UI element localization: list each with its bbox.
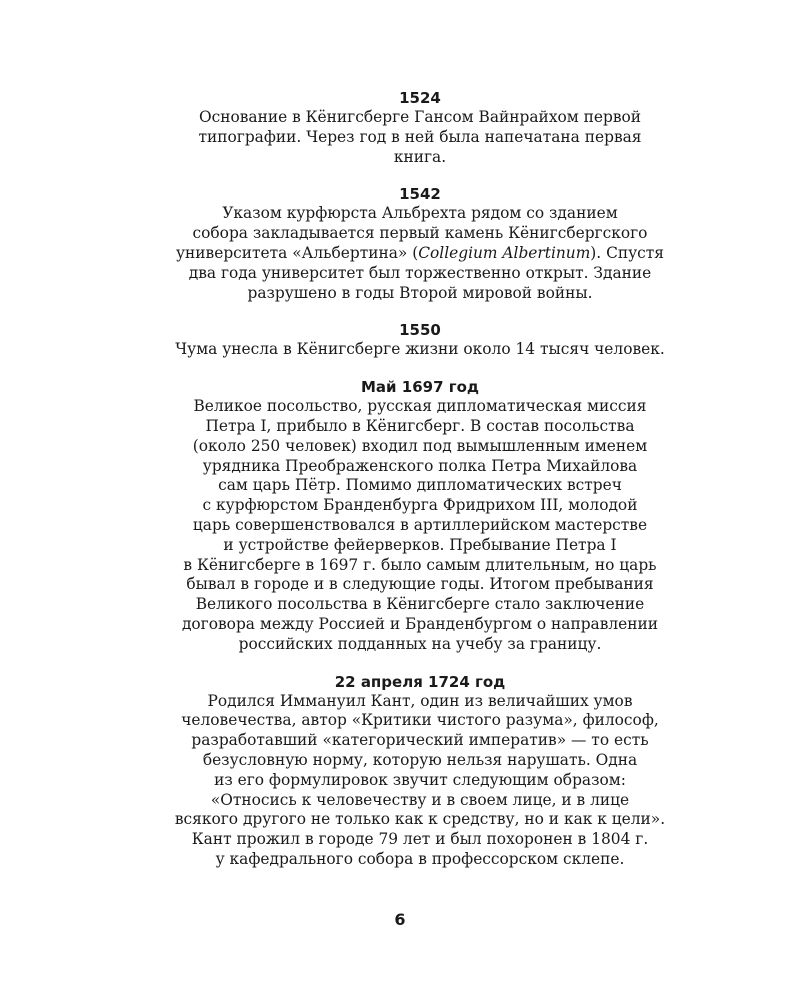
- text-line: с курфюрстом Бранденбурга Фридрихом III, молодой: [202, 496, 638, 515]
- text-line: и устройстве фейерверков. Пребывание Петра I: [223, 535, 617, 554]
- text-line: всякого другого не только как к средству, но и как к цели».: [174, 810, 666, 829]
- entry-text: [100, 692, 740, 870]
- latin-name: Collegium Albertinum: [418, 243, 591, 262]
- text-line: «Относись к человечеству и в своем лице, и в лице: [210, 790, 630, 809]
- text-line: два года университет был торжественно открыт. Здание: [188, 263, 652, 282]
- text-line: собора закладывается первый камень Кёнигсбергского: [192, 224, 648, 243]
- text-line: в Кёнигсберге в 1697 г. было самым длительным, но царь: [183, 555, 657, 574]
- text-line: урядника Преображенского полка Петра Михайлова: [202, 456, 638, 475]
- chronology-entry: [100, 320, 740, 360]
- entry-date-heading: 1550: [399, 321, 441, 340]
- text-line: Кант прожил в городе 79 лет и был похоронен в 1804 г.: [191, 830, 649, 849]
- entry-text: [100, 204, 740, 303]
- text-line: Родился Иммануил Кант, один из величайших умов: [207, 691, 633, 710]
- entry-text: [100, 340, 740, 360]
- page-content: [100, 88, 740, 887]
- text-line: бывал в городе и в следующие годы. Итогом пребывания: [186, 575, 654, 594]
- text-line: типографии. Через год в ней была напечатана первая: [198, 127, 642, 146]
- entry-date-heading: 1542: [399, 185, 441, 204]
- text-line: у кафедрального собора в профессорском склепе.: [215, 849, 625, 868]
- text-line: разработавший «категорический императив» — то есть: [191, 731, 649, 750]
- text-line: договора между Россией и Бранденбургом о направлении: [181, 614, 659, 633]
- entry-text: [100, 397, 740, 654]
- text-line: разрушено в годы Второй мировой войны.: [247, 283, 593, 302]
- chronology-entry: [100, 184, 740, 303]
- chronology-entry: [100, 377, 740, 654]
- entry-text: [100, 108, 740, 167]
- text-line: Чума унесла в Кёнигсберге жизни около 14 тысяч человек.: [175, 340, 665, 359]
- entry-date-heading: 1524: [399, 89, 441, 107]
- text-line: безусловную норму, которую нельзя нарушать. Одна: [202, 750, 638, 769]
- text-line: [100, 244, 740, 264]
- text-line: Указом курфюрста Альбрехта рядом со зданием: [222, 204, 618, 223]
- entry-date-heading: 22 апреля 1724 год: [334, 672, 506, 691]
- text-line: человечества, автор «Критики чистого разума», философ,: [181, 711, 659, 730]
- text-fragment: университета «Альбертина» (: [175, 243, 419, 262]
- chronology-entry: [100, 88, 740, 167]
- text-fragment: ). Спустя: [590, 243, 665, 262]
- text-line: сам царь Пётр. Помимо дипломатических встреч: [218, 476, 622, 495]
- chronology-entry: [100, 672, 740, 870]
- text-line: царь совершенствовался в артиллерийском мастерстве: [192, 515, 648, 534]
- text-line: Петра I, прибыло в Кёнигсберг. В состав посольства: [205, 416, 635, 435]
- text-line: Великое посольство, русская дипломатическая миссия: [193, 397, 647, 416]
- text-line: из его формулировок звучит следующим образом:: [214, 770, 626, 789]
- text-line: российских подданных на учебу за границу.: [238, 634, 602, 653]
- text-line: Основание в Кёнигсберге Гансом Вайнрайхом первой: [198, 108, 642, 126]
- text-line: (около 250 человек) входил под вымышленным именем: [192, 436, 648, 455]
- text-line: Великого посольства в Кёнигсберге стало заключение: [195, 595, 645, 614]
- entry-date-heading: Май 1697 год: [360, 378, 479, 397]
- text-line: книга.: [393, 147, 447, 166]
- page-number: 6: [394, 910, 406, 929]
